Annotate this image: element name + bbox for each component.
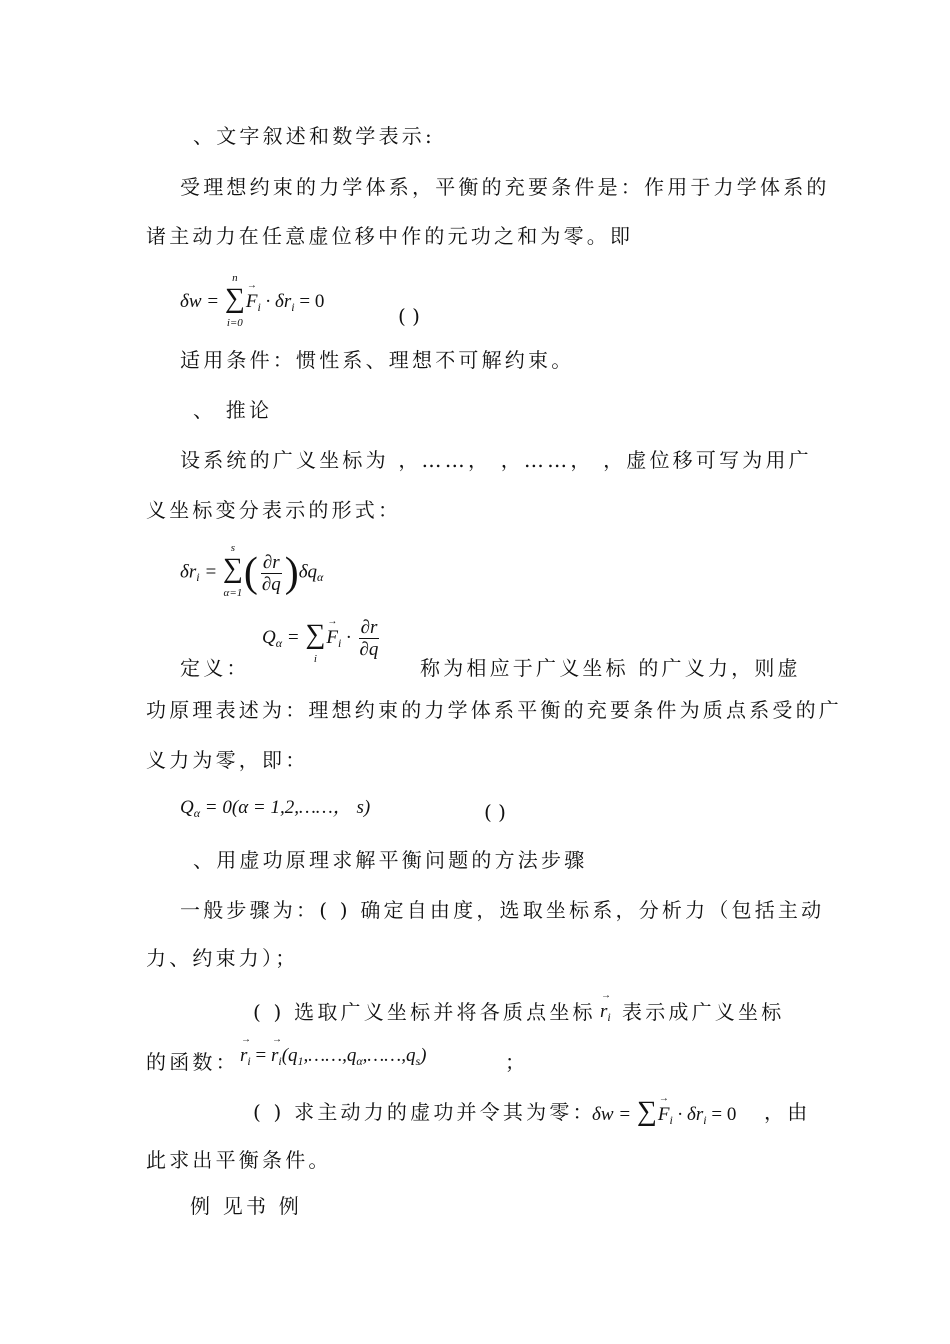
equation-virtual-work-sum: δw = ∑→ $F_i \cdot \delta r_i = 0$ [592, 1098, 736, 1126]
equation-virtual-work: δw = n ∑ i=0 → $F_i \cdot \delta r_i = 0$ [180, 285, 324, 313]
section1-heading: 、文字叙述和数学表示: [193, 124, 435, 148]
step-2-label: 的函数： [146, 1050, 239, 1074]
paragraph: 此求出平衡条件。 [146, 1148, 332, 1172]
equation-position-function: → $r_i$ = → $r_i(q_1,\dots\dots,q_\alpha,\dots\dots,q_s)$ [240, 1046, 426, 1065]
equation-virtual-displacement: $\delta r_i$ = s ∑ α=1 ( $\frac{\partial r}{\partial q}$ )$\delta q_\alpha$ [180, 542, 324, 600]
paragraph: 受理想约束的力学体系，平衡的充要条件是：作用于力学体系的 [180, 175, 830, 199]
paragraph: 义力为零，即： [146, 748, 309, 772]
applicability-condition: 适用条件：惯性系、理想不可解约束。 [180, 348, 575, 372]
equation-tag: ( ) [398, 304, 420, 328]
paragraph: 设系统的广义坐标为 ，……， ，……， ，虚位移可写为用广 [180, 448, 812, 472]
equation-equilibrium: $Q_\alpha = 0(\alpha$ = 1,2,……， s) [180, 797, 371, 820]
paragraph: 力、约束力）； [146, 946, 299, 970]
paragraph: 义坐标变分表示的形式： [146, 498, 402, 522]
step-2-tail: 表示成广义坐标 [622, 1000, 785, 1024]
step-3: ( ) 求主动力的虚功并令其为零： [253, 1100, 596, 1124]
section2-heading: 、 推论 [193, 398, 273, 422]
semicolon: ； [505, 1050, 529, 1074]
paragraph: 诸主动力在任意虚位移中作的元功之和为零。即 [146, 224, 634, 248]
position-vector-symbol: → $r_i$ [600, 1002, 611, 1021]
section3-heading: 、用虚功原理求解平衡问题的方法步骤 [193, 848, 588, 872]
definition-label: 定义： [180, 656, 250, 680]
paragraph: 一般步骤为：( ) 确定自由度，选取坐标系，分析力（包括主动 [180, 898, 825, 922]
definition-text: 称为相应于广义坐标 的广义力，则虚 [420, 656, 801, 680]
equation-generalized-force: $Q_\alpha$ = ∑ i → $F_i$ · $\frac{\partial r}{\partial q}$ [262, 618, 382, 659]
example-reference: 例 见书 例 [190, 1194, 302, 1218]
step-2: ( ) 选取广义坐标并将各质点坐标 [253, 1000, 596, 1024]
step-3-tail: ，由 [764, 1100, 811, 1124]
equation-tag: ( ) [484, 800, 506, 824]
paragraph: 功原理表述为：理想约束的力学体系平衡的充要条件为质点系受的广 [146, 698, 842, 722]
